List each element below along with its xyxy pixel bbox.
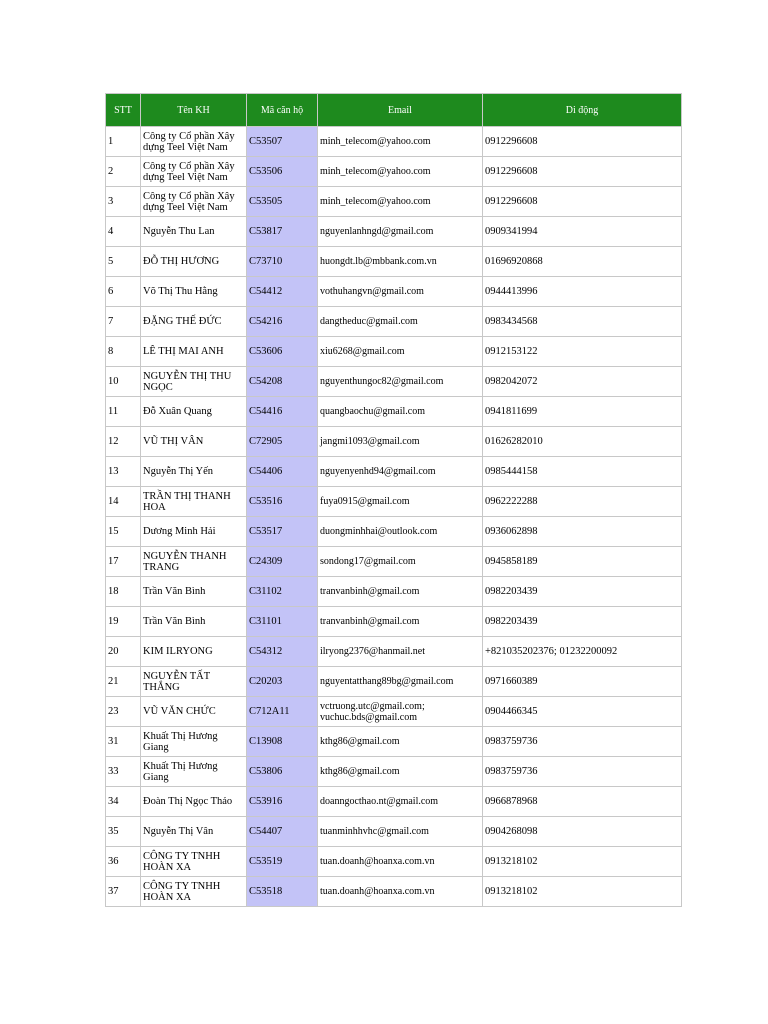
cell-di-dong: 0941811699	[483, 397, 682, 427]
cell-di-dong: 0936062898	[483, 517, 682, 547]
header-stt: STT	[106, 94, 141, 127]
cell-ten-kh: NGUYỄN THANH TRANG	[141, 547, 247, 577]
cell-ten-kh: Công ty Cổ phần Xây dựng Teel Việt Nam	[141, 157, 247, 187]
cell-ma-can-ho: C13908	[247, 727, 318, 757]
cell-ten-kh: ĐẶNG THẾ ĐỨC	[141, 307, 247, 337]
cell-ma-can-ho: C53806	[247, 757, 318, 787]
cell-email: xiu6268@gmail.com	[318, 337, 483, 367]
cell-ma-can-ho: C54407	[247, 817, 318, 847]
cell-di-dong: 0983434568	[483, 307, 682, 337]
cell-ma-can-ho: C53606	[247, 337, 318, 367]
cell-ten-kh: Công ty Cổ phần Xây dựng Teel Việt Nam	[141, 127, 247, 157]
table-row	[106, 127, 682, 157]
cell-stt: 1	[106, 127, 141, 157]
cell-ten-kh: VŨ THỊ VÂN	[141, 427, 247, 457]
cell-email: dangtheduc@gmail.com	[318, 307, 483, 337]
cell-ma-can-ho: C53519	[247, 847, 318, 877]
cell-di-dong: 0912296608	[483, 157, 682, 187]
table-row	[106, 187, 682, 217]
cell-di-dong: 0985444158	[483, 457, 682, 487]
cell-stt: 17	[106, 547, 141, 577]
cell-ma-can-ho: C53506	[247, 157, 318, 187]
cell-ma-can-ho: C53516	[247, 487, 318, 517]
cell-email: minh_telecom@yahoo.com	[318, 127, 483, 157]
cell-stt: 10	[106, 367, 141, 397]
cell-ten-kh: ĐỖ THỊ HƯƠNG	[141, 247, 247, 277]
table-row	[106, 457, 682, 487]
cell-email: minh_telecom@yahoo.com	[318, 157, 483, 187]
table-row	[106, 397, 682, 427]
table-row	[106, 517, 682, 547]
cell-email: nguyenyenhd94@gmail.com	[318, 457, 483, 487]
cell-email: duongminhhai@outlook.com	[318, 517, 483, 547]
cell-di-dong: 01696920868	[483, 247, 682, 277]
cell-email: sondong17@gmail.com	[318, 547, 483, 577]
cell-ma-can-ho: C53916	[247, 787, 318, 817]
cell-email: tuan.doanh@hoanxa.com.vn	[318, 877, 483, 907]
cell-ten-kh: TRẦN THỊ THANH HOA	[141, 487, 247, 517]
cell-email: fuya0915@gmail.com	[318, 487, 483, 517]
cell-di-dong: 0912296608	[483, 187, 682, 217]
table-row	[106, 787, 682, 817]
cell-di-dong: 0982203439	[483, 607, 682, 637]
table-row	[106, 817, 682, 847]
cell-email: nguyenlanhngd@gmail.com	[318, 217, 483, 247]
cell-email: nguyenthungoc82@gmail.com	[318, 367, 483, 397]
cell-email: vothuhangvn@gmail.com	[318, 277, 483, 307]
cell-ten-kh: Công ty Cổ phần Xây dựng Teel Việt Nam	[141, 187, 247, 217]
cell-email: vctruong.utc@gmail.com; vuchuc.bds@gmail.com	[318, 697, 483, 727]
cell-ma-can-ho: C54416	[247, 397, 318, 427]
cell-email: quangbaochu@gmail.com	[318, 397, 483, 427]
cell-di-dong: 0982203439	[483, 577, 682, 607]
cell-stt: 33	[106, 757, 141, 787]
table-row	[106, 157, 682, 187]
cell-ten-kh: Đoàn Thị Ngọc Thảo	[141, 787, 247, 817]
table-row	[106, 307, 682, 337]
cell-di-dong: 0945858189	[483, 547, 682, 577]
cell-ten-kh: Nguyễn Thu Lan	[141, 217, 247, 247]
cell-ten-kh: Khuất Thị Hương Giang	[141, 727, 247, 757]
cell-stt: 12	[106, 427, 141, 457]
cell-di-dong: 0944413996	[483, 277, 682, 307]
cell-ten-kh: Nguyễn Thị Vân	[141, 817, 247, 847]
cell-stt: 31	[106, 727, 141, 757]
cell-email: tuan.doanh@hoanxa.com.vn	[318, 847, 483, 877]
cell-ma-can-ho: C20203	[247, 667, 318, 697]
cell-stt: 36	[106, 847, 141, 877]
cell-ten-kh: Đỗ Xuân Quang	[141, 397, 247, 427]
table-row	[106, 367, 682, 397]
cell-di-dong: +821035202376; 01232200092	[483, 637, 682, 667]
cell-stt: 14	[106, 487, 141, 517]
cell-stt: 7	[106, 307, 141, 337]
customer-table	[105, 93, 682, 907]
cell-di-dong: 0909341994	[483, 217, 682, 247]
cell-stt: 15	[106, 517, 141, 547]
table-row	[106, 607, 682, 637]
table-row	[106, 667, 682, 697]
cell-di-dong: 0983759736	[483, 757, 682, 787]
cell-ten-kh: Dương Minh Hải	[141, 517, 247, 547]
cell-email: nguyentatthang89bg@gmail.com	[318, 667, 483, 697]
cell-ten-kh: NGUYỄN THỊ THU NGỌC	[141, 367, 247, 397]
cell-ten-kh: Khuất Thị Hương Giang	[141, 757, 247, 787]
cell-ten-kh: KIM ILRYONG	[141, 637, 247, 667]
cell-ma-can-ho: C712A11	[247, 697, 318, 727]
cell-ma-can-ho: C31101	[247, 607, 318, 637]
cell-stt: 5	[106, 247, 141, 277]
header-email: Email	[318, 94, 483, 127]
cell-di-dong: 0912296608	[483, 127, 682, 157]
table-row	[106, 247, 682, 277]
table-row	[106, 337, 682, 367]
cell-stt: 11	[106, 397, 141, 427]
cell-di-dong: 0904466345	[483, 697, 682, 727]
cell-ma-can-ho: C24309	[247, 547, 318, 577]
cell-ten-kh: Trần Văn Bình	[141, 607, 247, 637]
table-row	[106, 697, 682, 727]
cell-ma-can-ho: C54412	[247, 277, 318, 307]
cell-di-dong: 01626282010	[483, 427, 682, 457]
cell-stt: 2	[106, 157, 141, 187]
table-row	[106, 277, 682, 307]
cell-stt: 18	[106, 577, 141, 607]
cell-di-dong: 0971660389	[483, 667, 682, 697]
table-row	[106, 577, 682, 607]
cell-email: tuanminhhvhc@gmail.com	[318, 817, 483, 847]
cell-di-dong: 0912153122	[483, 337, 682, 367]
cell-email: huongdt.lb@mbbank.com.vn	[318, 247, 483, 277]
cell-ten-kh: Nguyễn Thị Yến	[141, 457, 247, 487]
table-row	[106, 877, 682, 907]
cell-ten-kh: LÊ THỊ MAI ANH	[141, 337, 247, 367]
cell-email: kthg86@gmail.com	[318, 727, 483, 757]
table-row	[106, 637, 682, 667]
cell-email: doanngocthao.nt@gmail.com	[318, 787, 483, 817]
cell-stt: 4	[106, 217, 141, 247]
cell-ma-can-ho: C53507	[247, 127, 318, 157]
cell-ma-can-ho: C72905	[247, 427, 318, 457]
cell-stt: 23	[106, 697, 141, 727]
header-di-dong: Di động	[483, 94, 682, 127]
cell-ma-can-ho: C54406	[247, 457, 318, 487]
cell-ma-can-ho: C73710	[247, 247, 318, 277]
cell-stt: 37	[106, 877, 141, 907]
cell-stt: 13	[106, 457, 141, 487]
table-row	[106, 847, 682, 877]
table-row	[106, 487, 682, 517]
cell-email: tranvanbinh@gmail.com	[318, 577, 483, 607]
header-ten-kh: Tên KH	[141, 94, 247, 127]
table-row	[106, 757, 682, 787]
cell-stt: 34	[106, 787, 141, 817]
cell-email: kthg86@gmail.com	[318, 757, 483, 787]
cell-di-dong: 0962222288	[483, 487, 682, 517]
cell-ma-can-ho: C53517	[247, 517, 318, 547]
cell-ma-can-ho: C31102	[247, 577, 318, 607]
table-row	[106, 727, 682, 757]
cell-di-dong: 0913218102	[483, 877, 682, 907]
header-row	[106, 94, 682, 127]
cell-di-dong: 0966878968	[483, 787, 682, 817]
header-ma-can-ho: Mã căn hộ	[247, 94, 318, 127]
cell-di-dong: 0983759736	[483, 727, 682, 757]
table-row	[106, 547, 682, 577]
cell-ten-kh: CÔNG TY TNHH HOÀN XA	[141, 877, 247, 907]
table-row	[106, 217, 682, 247]
cell-stt: 35	[106, 817, 141, 847]
cell-email: jangmi1093@gmail.com	[318, 427, 483, 457]
table-row	[106, 427, 682, 457]
cell-stt: 8	[106, 337, 141, 367]
cell-di-dong: 0982042072	[483, 367, 682, 397]
cell-ma-can-ho: C53817	[247, 217, 318, 247]
cell-ten-kh: CÔNG TY TNHH HOÀN XA	[141, 847, 247, 877]
cell-email: ilryong2376@hanmail.net	[318, 637, 483, 667]
cell-stt: 20	[106, 637, 141, 667]
cell-email: tranvanbinh@gmail.com	[318, 607, 483, 637]
cell-ma-can-ho: C53518	[247, 877, 318, 907]
cell-stt: 6	[106, 277, 141, 307]
cell-di-dong: 0904268098	[483, 817, 682, 847]
cell-ten-kh: NGUYỄN TẤT THẮNG	[141, 667, 247, 697]
cell-ma-can-ho: C53505	[247, 187, 318, 217]
cell-ma-can-ho: C54208	[247, 367, 318, 397]
cell-ten-kh: Võ Thị Thu Hằng	[141, 277, 247, 307]
cell-ma-can-ho: C54312	[247, 637, 318, 667]
cell-stt: 21	[106, 667, 141, 697]
cell-stt: 3	[106, 187, 141, 217]
cell-ten-kh: Trần Văn Bình	[141, 577, 247, 607]
cell-di-dong: 0913218102	[483, 847, 682, 877]
cell-ten-kh: VŨ VĂN CHỨC	[141, 697, 247, 727]
cell-email: minh_telecom@yahoo.com	[318, 187, 483, 217]
cell-ma-can-ho: C54216	[247, 307, 318, 337]
cell-stt: 19	[106, 607, 141, 637]
